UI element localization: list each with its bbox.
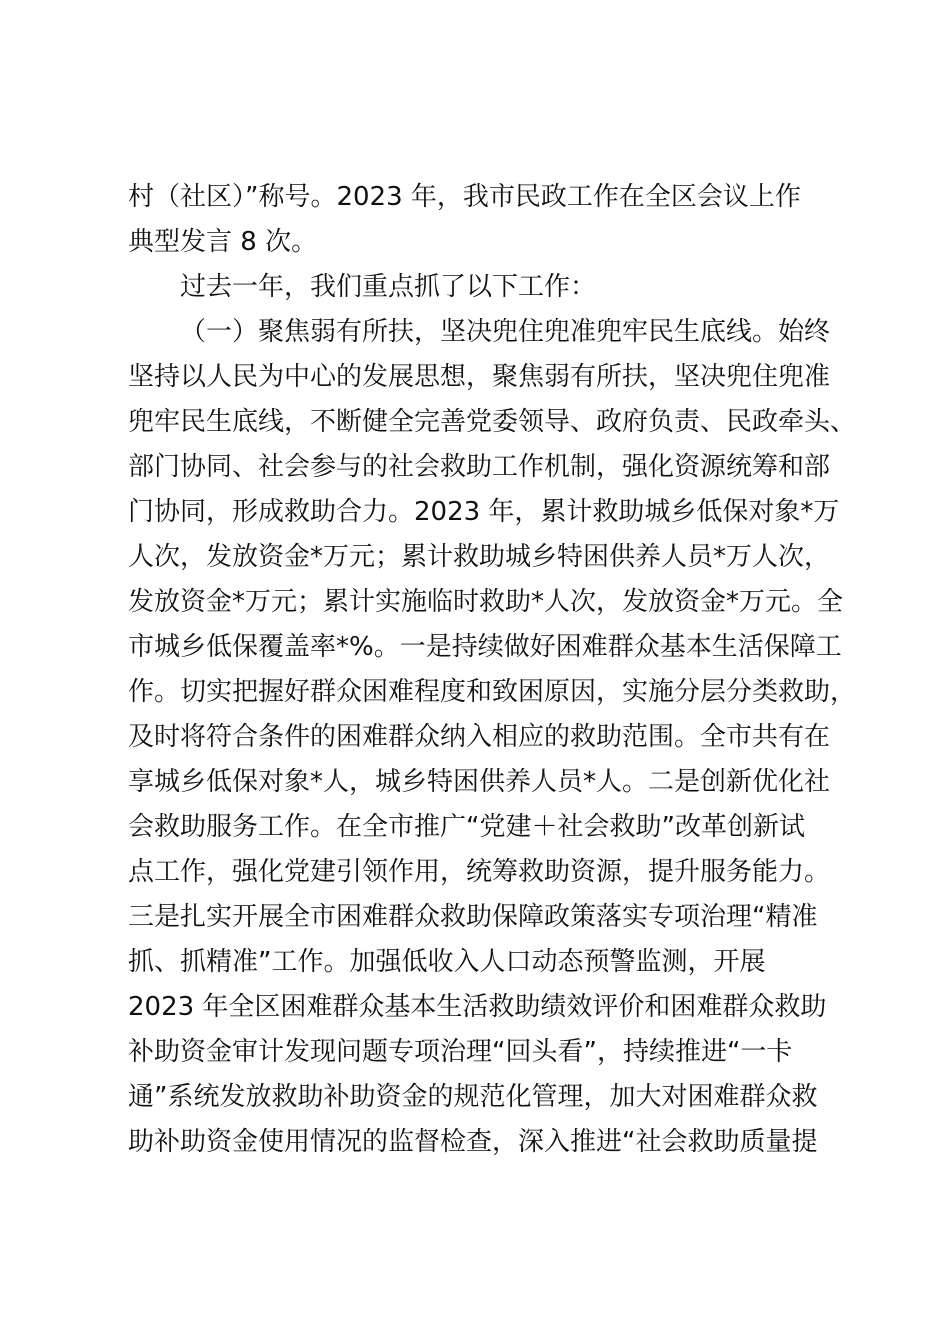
text-line: 抓、抓精准”工作。加强低收入人口动态预警监测，开展 <box>128 947 766 977</box>
text-line: 作。切实把握好群众困难程度和致困原因，实施分层分类救助， <box>128 677 857 707</box>
paragraph-intro-line: 过去一年，我们重点抓了以下工作： <box>180 272 597 302</box>
text-line: 享城乡低保对象*人，城乡特困供养人员*人。二是创新优化社 <box>128 767 831 797</box>
text-line: 补助资金审计发现问题专项治理“回头看”，持续推进“一卡 <box>128 1037 793 1067</box>
text-line: 发放资金*万元；累计实施临时救助*人次，发放资金*万元。全 <box>128 587 844 617</box>
text-line: 村（社区）”称号。2023 年，我市民政工作在全区会议上作 <box>128 182 801 212</box>
text-line: 通”系统发放救助补助资金的规范化管理，加大对困难群众救 <box>128 1082 818 1112</box>
text-line: 市城乡低保覆盖率*%。一是持续做好困难群众基本生活保障工 <box>128 632 842 662</box>
body-text <box>128 175 857 1165</box>
text-line: 点工作，强化党建引领作用，统筹救助资源，提升服务能力。 <box>128 857 831 887</box>
text-line: 坚持以人民为中心的发展思想，聚焦弱有所扶，坚决兜住兜准 <box>128 362 831 392</box>
text-line: 及时将符合条件的困难群众纳入相应的救助范围。全市共有在 <box>128 722 831 752</box>
text-line: 门协同，形成救助合力。2023 年，累计救助城乡低保对象*万 <box>128 497 840 527</box>
text-line: 部门协同、社会参与的社会救助工作机制，强化资源统筹和部 <box>128 452 831 482</box>
text-line: 人次，发放资金*万元；累计救助城乡特困供养人员*万人次， <box>128 542 831 572</box>
text-line: 兜牢民生底线，不断健全完善党委领导、政府负责、民政牵头、 <box>128 407 857 437</box>
text-line: 助补助资金使用情况的监督检查，深入推进“社会救助质量提 <box>128 1127 818 1157</box>
section-heading-line: （一）聚焦弱有所扶，坚决兜住兜准兜牢民生底线。始终 <box>180 317 831 347</box>
text-line: 2023 年全区困难群众基本生活救助绩效评价和困难群众救助 <box>128 992 827 1022</box>
text-line: 三是扎实开展全市困难群众救助保障政策落实专项治理“精准 <box>128 902 818 932</box>
text-line: 会救助服务工作。在全市推广“党建＋社会救助”改革创新试 <box>128 812 805 842</box>
text-line: 典型发言 8 次。 <box>128 227 318 257</box>
